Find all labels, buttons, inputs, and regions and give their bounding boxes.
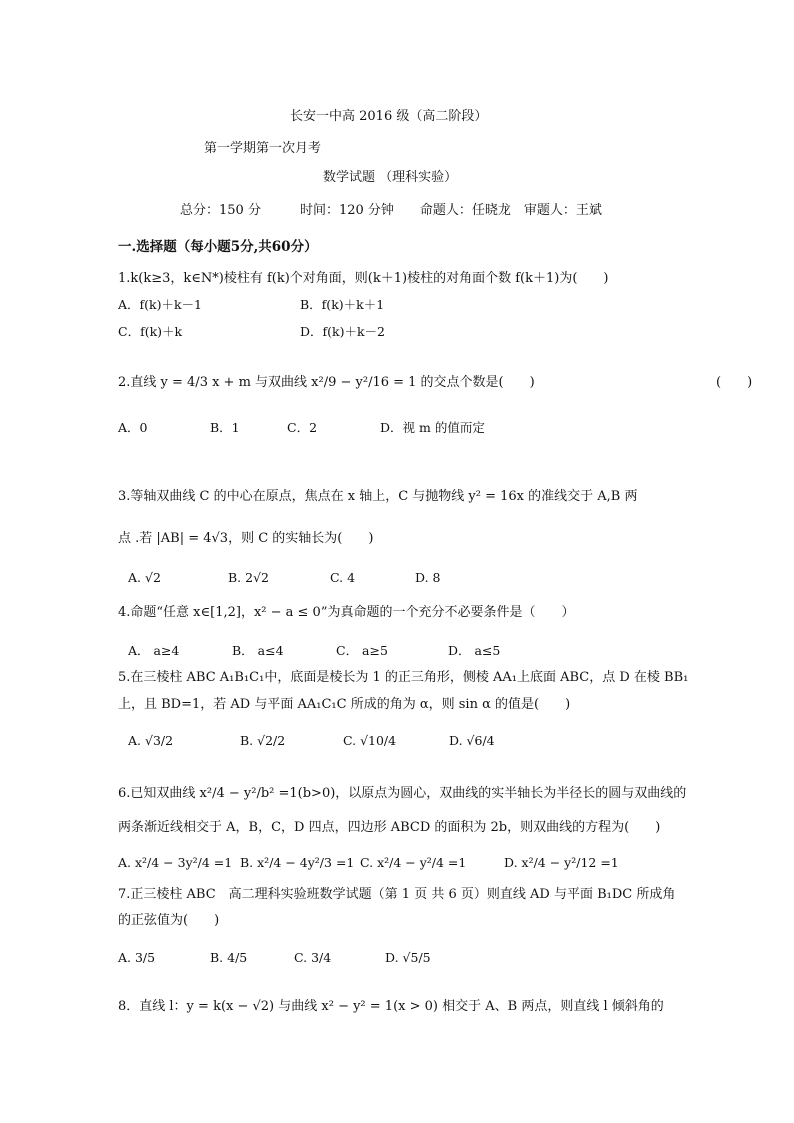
q2-option-c: C．2 <box>287 420 318 435</box>
q7-option-a: A. 3/5 <box>118 950 156 965</box>
question-5-line-1: 5.在三棱柱 ABC A₁B₁C₁中，底面是棱长为 1 的正三角形，侧棱 AA₁上底面 ABC，点 D 在棱 BB₁ <box>118 670 689 685</box>
q7-option-d: D. √5/5 <box>385 950 431 965</box>
q3-option-d: D. 8 <box>415 570 441 585</box>
q7-option-b: B. 4/5 <box>210 950 248 965</box>
q3-option-c: C. 4 <box>330 570 356 585</box>
q1-option-c: C．f(k)＋k <box>118 324 183 339</box>
question-7-line-2: 的正弦值为( ) <box>118 913 220 928</box>
q2-option-b: B．1 <box>210 420 240 435</box>
question-7-line-1: 7.正三棱柱 ABC 高二理科实验班数学试题（第 1 页 共 6 页）则直线 AD 与平面 B₁DC 所成角 <box>118 887 676 902</box>
q4-option-b: B． a≤4 <box>232 643 284 658</box>
q1-option-d: D．f(k)＋k－2 <box>300 324 386 339</box>
q5-option-a: A. √3/2 <box>128 733 174 748</box>
q2-option-a: A．0 <box>118 420 148 435</box>
question-4-stem: 4.命题“任意 x∈[1,2]，x² − a ≤ 0”为真命题的一个充分不必要条件是（ ） <box>118 605 575 620</box>
q6-option-a: A. x²/4 − 3y²/4 =1 <box>118 855 233 870</box>
q4-option-d: D． a≤5 <box>448 643 501 658</box>
q1-option-b: B．f(k)＋k＋1 <box>300 297 385 312</box>
exam-info: 总分：150 分 时间：120 分钟 命题人：任晓龙 审题人：王斌 <box>180 203 602 218</box>
school-title: 长安一中高 2016 级（高二阶段） <box>290 109 488 124</box>
exam-term: 第一学期第一次月考 <box>204 141 322 156</box>
question-1-stem: 1.k(k≥3，k∈N*)棱柱有 f(k)个对角面，则(k＋1)棱柱的对角面个数 f(k＋1)为( ) <box>118 271 609 286</box>
question-2-stem: 2.直线 y = 4/3 x + m 与双曲线 x²/9 − y²/16 = 1 的交点个数是( ) <box>118 375 535 390</box>
q1-option-a: A．f(k)＋k－1 <box>118 297 203 312</box>
q2-answer-blank: ( ) <box>716 375 753 390</box>
question-8-line-1: 8．直线 l：y = k(x − √2) 与曲线 x² − y² = 1(x > 0) 相交于 A、B 两点，则直线 l 倾斜角的 <box>118 999 664 1014</box>
q2-option-d: D．视 m 的值而定 <box>380 420 485 435</box>
q7-option-c: C. 3/4 <box>294 950 332 965</box>
q4-option-a: A． a≥4 <box>128 643 180 658</box>
question-5-line-2: 上，且 BD=1，若 AD 与平面 AA₁C₁C 所成的角为 α，则 sin α 的值是( ) <box>118 697 571 712</box>
question-3-line-1: 3.等轴双曲线 C 的中心在原点，焦点在 x 轴上，C 与抛物线 y² = 16x 的准线交于 A,B 两 <box>118 489 638 504</box>
q5-option-b: B. √2/2 <box>240 733 286 748</box>
q4-option-c: C． a≥5 <box>336 643 388 658</box>
q3-option-b: B. 2√2 <box>228 570 270 585</box>
q5-option-c: C. √10/4 <box>343 733 397 748</box>
q6-option-b: B. x²/4 − 4y²/3 =1 <box>240 855 355 870</box>
q5-option-d: D. √6/4 <box>449 733 495 748</box>
q6-option-c: C. x²/4 − y²/4 =1 <box>360 855 467 870</box>
question-3-line-2: 点 .若 |AB| = 4√3，则 C 的实轴长为( ) <box>118 531 374 546</box>
question-6-line-1: 6.已知双曲线 x²/4 − y²/b² =1(b>0)，以原点为圆心，双曲线的实半轴长为半径长的圆与双曲线的 <box>118 786 687 801</box>
q3-option-a: A. √2 <box>128 570 161 585</box>
q6-option-d: D. x²/4 − y²/12 =1 <box>504 855 619 870</box>
question-6-line-2: 两条渐近线相交于 A，B，C，D 四点，四边形 ABCD 的面积为 2b，则双曲线的方程为( ) <box>118 820 661 835</box>
exam-subject: 数学试题 （理科实验） <box>323 170 458 185</box>
section-title: 一.选择题（每小题5分,共60分） <box>118 239 318 255</box>
